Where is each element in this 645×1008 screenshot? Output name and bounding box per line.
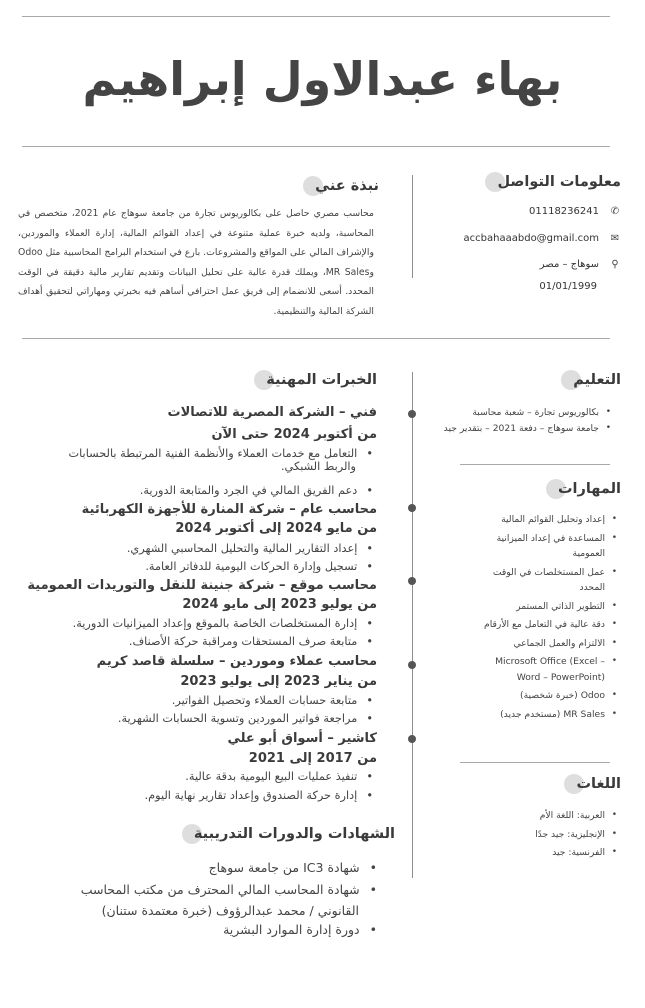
job-title: كاشير – أسواق أبو علي	[227, 731, 377, 746]
job-title: محاسب موقع – شركة جنينة للنقل والتوريدات العمومية	[27, 578, 377, 593]
job-date: من أكتوبر 2024 حتى الآن	[211, 427, 377, 442]
job-date: من يناير 2023 إلى يوليو 2023	[180, 674, 377, 689]
job-bullet: • متابعة حسابات العملاء وتحصيل الفواتير.	[172, 694, 373, 707]
education-title: التعليم	[561, 370, 621, 390]
location-pin-icon: ⚲	[611, 259, 619, 270]
job-bullet: • إدارة المستخلصات الخاصة بالموقع وإعداد الميزانيات الدورية.	[73, 617, 373, 630]
about-title: نبذة عني	[303, 176, 379, 196]
list-item: • العربية: اللغة الأم	[471, 808, 617, 824]
timeline-dot	[408, 504, 416, 512]
contact-title: معلومات التواصل	[485, 172, 621, 192]
job-bullet: • إدارة حركة الصندوق وإعداد تقارير نهاية اليوم.	[145, 789, 373, 802]
skills-title: المهارات	[546, 479, 621, 499]
middle-rule	[22, 338, 610, 339]
timeline-dot	[408, 735, 416, 743]
timeline-dot	[408, 577, 416, 585]
header-bottom-rule	[22, 146, 610, 147]
list-item: • الإنجليزية: جيد جدًا	[471, 827, 617, 843]
list-item: • الالتزام والعمل الجماعي	[471, 636, 617, 652]
job-date: من مايو 2024 إلى أكتوبر 2024	[175, 521, 377, 536]
job-bullet: • دعم الفريق المالي في الجرد والمتابعة الدورية.	[140, 484, 373, 497]
education-rule	[460, 464, 610, 465]
list-item: • Microsoft Office (Excel – Word – PowerPoint)	[471, 654, 617, 685]
certificate-item: • دورة إدارة الموارد البشرية	[223, 922, 377, 937]
job-title: محاسب عام – شركة المنارة للأجهزة الكهربائية	[81, 502, 377, 517]
education-list	[421, 405, 611, 436]
list-item: • جامعة سوهاج – دفعة 2021 – بتقدير جيد	[421, 421, 611, 437]
timeline-line	[412, 372, 413, 878]
contact-location: ⚲ سوهاج – مصر	[540, 259, 621, 270]
list-item: • بكالوريوس تجارة – شعبة محاسبة	[421, 405, 611, 421]
job-title: محاسب عملاء وموردين – سلسلة قاصد كريم	[96, 654, 377, 669]
job-bullet: • إعداد التقارير المالية والتحليل المحاسبي الشهري.	[127, 542, 373, 555]
timeline-dot	[408, 661, 416, 669]
contact-phone: ✆ 01118236241	[529, 206, 620, 217]
job-bullet: • تنفيذ عمليات البيع اليومية بدقة عالية.	[185, 770, 373, 783]
experience-title: الخبرات المهنية	[254, 370, 377, 390]
certificates-title: الشهادات والدورات التدريبية	[182, 824, 395, 844]
list-item: • المساعدة في إعداد الميزانية العمومية	[471, 531, 617, 562]
certificate-item-continuation: القانوني / محمد عبدالرؤوف (خبرة معتمدة ستنان)	[101, 903, 359, 918]
skills-rule	[460, 762, 610, 763]
list-item: • دقة عالية في التعامل مع الأرقام	[471, 617, 617, 633]
header-divider	[412, 175, 413, 278]
list-item: • MR Sales (مستخدم جديد)	[471, 707, 617, 723]
certificate-item: • شهادة المحاسب المالي المحترف من مكتب المحاسب	[81, 882, 377, 897]
certificate-item: • شهادة IC3 من جامعة سوهاج	[209, 860, 377, 875]
list-item: • الفرنسية: جيد	[471, 845, 617, 861]
phone-icon: ✆	[610, 206, 620, 217]
skills-list	[471, 512, 617, 722]
list-item: • التطوير الذاتي المستمر	[471, 599, 617, 615]
contact-email: ✉ accbahaaabdo@gmail.com	[463, 233, 620, 244]
top-rule	[22, 16, 610, 17]
list-item: • Odoo (خبرة شخصية)	[471, 688, 617, 704]
languages-list	[471, 808, 617, 861]
list-item: • عمل المستخلصات في الوقت المحدد	[471, 565, 617, 596]
person-name: بهاء عبدالاول إبراهيم	[82, 52, 563, 106]
job-date: من 2017 إلى 2021	[248, 751, 377, 766]
job-bullet: • متابعة صرف المستحقات ومراقبة حركة الأصناف.	[129, 635, 373, 648]
timeline-dot	[408, 410, 416, 418]
job-title: فني – الشركة المصرية للاتصالات	[167, 405, 377, 420]
job-date: من يوليو 2023 إلى مايو 2024	[182, 597, 377, 612]
job-bullet: • تسجيل وإدارة الحركات اليومية للدفاتر العامة.	[145, 560, 373, 573]
job-bullet: • التعامل مع خدمات العملاء والأنظمة الفنية المرتبطة بالحسابات والربط الشبكي.	[68, 447, 373, 473]
contact-birthdate: 01/01/1999	[539, 281, 597, 292]
envelope-icon: ✉	[610, 233, 620, 244]
about-text: محاسب مصري حاصل على بكالوريوس تجارة من جامعة سوهاج عام 2021، متخصص في المحاسبة، ولديه خبرة عملية متنوعة في إعداد القوائم المالية، إدارة العملاء والموردين، والإشراف المالي على المواقع والمشروعات. بارع في استخدام البرامج المحاسبية مثل Odoo وMR Sales، ويملك قدرة عالية على تحليل البيانات وتقديم تقارير مالية دقيقة في الوقت المحدد. أسعى للانضمام إلى فريق عمل احترافي أساهم فيه بخبرتي ومهاراتي لتحقيق أهداف الشركة المالية والتنظيمية.	[18, 208, 374, 317]
job-bullet: • مراجعة فواتير الموردين وتسوية الحسابات الشهرية.	[118, 712, 373, 725]
languages-title: اللغات	[564, 774, 621, 794]
list-item: • إعداد وتحليل القوائم المالية	[471, 512, 617, 528]
